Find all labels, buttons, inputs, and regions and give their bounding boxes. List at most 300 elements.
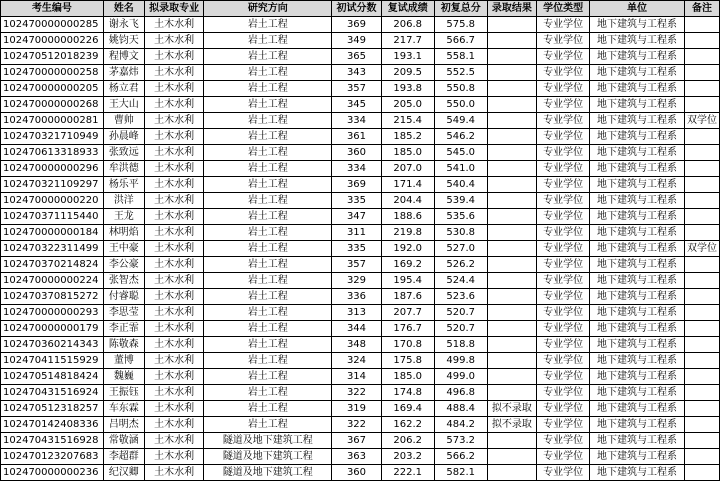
retest-score-cell: 185.0 <box>381 145 434 161</box>
department-cell: 地下建筑与工程系 <box>590 97 685 113</box>
admission-result-cell <box>487 369 536 385</box>
name-cell: 魏巍 <box>103 369 144 385</box>
remark-cell <box>684 161 719 177</box>
admission-result-cell <box>487 449 536 465</box>
table-row <box>1 145 720 161</box>
retest-score-cell: 209.5 <box>381 65 434 81</box>
total-score-cell: 546.2 <box>434 129 487 145</box>
degree-type-cell: 专业学位 <box>537 225 590 241</box>
table-row <box>1 161 720 177</box>
table-row <box>1 241 720 257</box>
total-score-cell: 488.4 <box>434 401 487 417</box>
research-direction-cell: 隧道及地下建筑工程 <box>204 433 332 449</box>
column-header-retest-score: 复试成绩 <box>381 1 434 17</box>
degree-type-cell: 专业学位 <box>537 17 590 33</box>
initial-score-cell: 322 <box>332 417 381 433</box>
initial-score-cell: 336 <box>332 289 381 305</box>
department-cell: 地下建筑与工程系 <box>590 433 685 449</box>
major-cell: 土木水利 <box>144 401 203 417</box>
name-cell: 曹帅 <box>103 113 144 129</box>
remark-cell <box>684 449 719 465</box>
degree-type-cell: 专业学位 <box>537 241 590 257</box>
degree-type-cell: 专业学位 <box>537 369 590 385</box>
total-score-cell: 520.7 <box>434 321 487 337</box>
remark-cell <box>684 273 719 289</box>
table-row <box>1 225 720 241</box>
admission-result-cell <box>487 97 536 113</box>
retest-score-cell: 195.4 <box>381 273 434 289</box>
department-cell: 地下建筑与工程系 <box>590 81 685 97</box>
table-row <box>1 193 720 209</box>
remark-cell <box>684 129 719 145</box>
total-score-cell: 550.8 <box>434 81 487 97</box>
retest-score-cell: 176.7 <box>381 321 434 337</box>
exam-id-cell: 102470000000184 <box>1 225 104 241</box>
research-direction-cell: 岩土工程 <box>204 241 332 257</box>
department-cell: 地下建筑与工程系 <box>590 289 685 305</box>
total-score-cell: 539.4 <box>434 193 487 209</box>
major-cell: 土木水利 <box>144 81 203 97</box>
name-cell: 洪洋 <box>103 193 144 209</box>
name-cell: 姚钧天 <box>103 33 144 49</box>
total-score-cell: 552.5 <box>434 65 487 81</box>
retest-score-cell: 207.7 <box>381 305 434 321</box>
total-score-cell: 566.2 <box>434 449 487 465</box>
exam-id-cell: 102470000000285 <box>1 17 104 33</box>
department-cell: 地下建筑与工程系 <box>590 129 685 145</box>
remark-cell <box>684 49 719 65</box>
degree-type-cell: 专业学位 <box>537 337 590 353</box>
initial-score-cell: 313 <box>332 305 381 321</box>
remark-cell <box>684 65 719 81</box>
exam-id-cell: 102470411515929 <box>1 353 104 369</box>
exam-id-cell: 102470000000236 <box>1 465 104 481</box>
major-cell: 土木水利 <box>144 161 203 177</box>
admission-result-cell <box>487 385 536 401</box>
exam-id-cell: 102470142408336 <box>1 417 104 433</box>
degree-type-cell: 专业学位 <box>537 289 590 305</box>
admission-result-cell <box>487 113 536 129</box>
retest-score-cell: 169.2 <box>381 257 434 273</box>
major-cell: 土木水利 <box>144 305 203 321</box>
column-header-name: 姓名 <box>103 1 144 17</box>
remark-cell <box>684 289 719 305</box>
remark-cell: 双学位 <box>684 241 719 257</box>
admission-result-cell: 拟不录取 <box>487 401 536 417</box>
initial-score-cell: 357 <box>332 81 381 97</box>
remark-cell <box>684 145 719 161</box>
name-cell: 茅嘉炜 <box>103 65 144 81</box>
research-direction-cell: 岩土工程 <box>204 225 332 241</box>
retest-score-cell: 188.6 <box>381 209 434 225</box>
retest-score-cell: 205.0 <box>381 97 434 113</box>
major-cell: 土木水利 <box>144 209 203 225</box>
admission-result-cell <box>487 321 536 337</box>
research-direction-cell: 岩土工程 <box>204 257 332 273</box>
major-cell: 土木水利 <box>144 193 203 209</box>
initial-score-cell: 369 <box>332 17 381 33</box>
admission-result-cell <box>487 433 536 449</box>
admission-result-cell <box>487 465 536 481</box>
degree-type-cell: 专业学位 <box>537 321 590 337</box>
name-cell: 吕明杰 <box>103 417 144 433</box>
department-cell: 地下建筑与工程系 <box>590 305 685 321</box>
total-score-cell: 541.0 <box>434 161 487 177</box>
exam-id-cell: 102470431516928 <box>1 433 104 449</box>
total-score-cell: 499.8 <box>434 353 487 369</box>
initial-score-cell: 343 <box>332 65 381 81</box>
initial-score-cell: 322 <box>332 385 381 401</box>
department-cell: 地下建筑与工程系 <box>590 209 685 225</box>
table-row <box>1 273 720 289</box>
column-header-department: 单位 <box>590 1 685 17</box>
total-score-cell: 518.8 <box>434 337 487 353</box>
initial-score-cell: 360 <box>332 145 381 161</box>
remark-cell <box>684 193 719 209</box>
department-cell: 地下建筑与工程系 <box>590 113 685 129</box>
name-cell: 王振钰 <box>103 385 144 401</box>
exam-id-cell: 102470000000220 <box>1 193 104 209</box>
major-cell: 土木水利 <box>144 225 203 241</box>
major-cell: 土木水利 <box>144 241 203 257</box>
name-cell: 陈敬森 <box>103 337 144 353</box>
admission-result-cell <box>487 273 536 289</box>
remark-cell <box>684 17 719 33</box>
retest-score-cell: 185.0 <box>381 369 434 385</box>
major-cell: 土木水利 <box>144 321 203 337</box>
admission-result-cell <box>487 161 536 177</box>
exam-id-cell: 102470514818424 <box>1 369 104 385</box>
major-cell: 土木水利 <box>144 33 203 49</box>
remark-cell <box>684 417 719 433</box>
table-row <box>1 321 720 337</box>
research-direction-cell: 岩土工程 <box>204 49 332 65</box>
department-cell: 地下建筑与工程系 <box>590 465 685 481</box>
admission-result-cell <box>487 177 536 193</box>
research-direction-cell: 岩土工程 <box>204 337 332 353</box>
total-score-cell: 526.2 <box>434 257 487 273</box>
total-score-cell: 496.8 <box>434 385 487 401</box>
degree-type-cell: 专业学位 <box>537 97 590 113</box>
research-direction-cell: 岩土工程 <box>204 353 332 369</box>
remark-cell <box>684 33 719 49</box>
total-score-cell: 535.6 <box>434 209 487 225</box>
research-direction-cell: 岩土工程 <box>204 273 332 289</box>
retest-score-cell: 170.8 <box>381 337 434 353</box>
admission-result-cell <box>487 193 536 209</box>
total-score-cell: 573.2 <box>434 433 487 449</box>
department-cell: 地下建筑与工程系 <box>590 385 685 401</box>
table-row <box>1 257 720 273</box>
table-row <box>1 369 720 385</box>
department-cell: 地下建筑与工程系 <box>590 273 685 289</box>
initial-score-cell: 367 <box>332 433 381 449</box>
name-cell: 谢永飞 <box>103 17 144 33</box>
department-cell: 地下建筑与工程系 <box>590 417 685 433</box>
exam-id-cell: 102470000000293 <box>1 305 104 321</box>
table-row <box>1 17 720 33</box>
degree-type-cell: 专业学位 <box>537 129 590 145</box>
total-score-cell: 540.4 <box>434 177 487 193</box>
initial-score-cell: 324 <box>332 353 381 369</box>
degree-type-cell: 专业学位 <box>537 433 590 449</box>
table-row <box>1 65 720 81</box>
major-cell: 土木水利 <box>144 353 203 369</box>
name-cell: 李思莹 <box>103 305 144 321</box>
research-direction-cell: 岩土工程 <box>204 33 332 49</box>
department-cell: 地下建筑与工程系 <box>590 17 685 33</box>
major-cell: 土木水利 <box>144 177 203 193</box>
admission-result-cell <box>487 241 536 257</box>
department-cell: 地下建筑与工程系 <box>590 65 685 81</box>
column-header-total-score: 初复总分 <box>434 1 487 17</box>
degree-type-cell: 专业学位 <box>537 49 590 65</box>
name-cell: 程博文 <box>103 49 144 65</box>
table-row <box>1 129 720 145</box>
table-row <box>1 417 720 433</box>
remark-cell <box>684 401 719 417</box>
initial-score-cell: 345 <box>332 97 381 113</box>
total-score-cell: 524.4 <box>434 273 487 289</box>
name-cell: 李公豪 <box>103 257 144 273</box>
admission-result-cell <box>487 209 536 225</box>
retest-score-cell: 203.2 <box>381 449 434 465</box>
department-cell: 地下建筑与工程系 <box>590 193 685 209</box>
admission-result-cell <box>487 305 536 321</box>
exam-id-cell: 102470512018239 <box>1 49 104 65</box>
initial-score-cell: 344 <box>332 321 381 337</box>
retest-score-cell: 206.8 <box>381 17 434 33</box>
exam-id-cell: 102470321710949 <box>1 129 104 145</box>
initial-score-cell: 361 <box>332 129 381 145</box>
remark-cell <box>684 81 719 97</box>
admission-result-cell: 拟不录取 <box>487 417 536 433</box>
major-cell: 土木水利 <box>144 385 203 401</box>
major-cell: 土木水利 <box>144 465 203 481</box>
admission-result-cell <box>487 337 536 353</box>
initial-score-cell: 311 <box>332 225 381 241</box>
admission-result-cell <box>487 81 536 97</box>
degree-type-cell: 专业学位 <box>537 81 590 97</box>
exam-id-cell: 102470000000268 <box>1 97 104 113</box>
initial-score-cell: 363 <box>332 449 381 465</box>
retest-score-cell: 174.8 <box>381 385 434 401</box>
initial-score-cell: 369 <box>332 177 381 193</box>
column-header-degree-type: 学位类型 <box>537 1 590 17</box>
research-direction-cell: 岩土工程 <box>204 305 332 321</box>
department-cell: 地下建筑与工程系 <box>590 161 685 177</box>
retest-score-cell: 215.4 <box>381 113 434 129</box>
department-cell: 地下建筑与工程系 <box>590 257 685 273</box>
retest-score-cell: 207.0 <box>381 161 434 177</box>
total-score-cell: 575.8 <box>434 17 487 33</box>
research-direction-cell: 岩土工程 <box>204 113 332 129</box>
name-cell: 杨乐平 <box>103 177 144 193</box>
total-score-cell: 499.0 <box>434 369 487 385</box>
table-row <box>1 97 720 113</box>
exam-id-cell: 102470613318933 <box>1 145 104 161</box>
total-score-cell: 545.0 <box>434 145 487 161</box>
degree-type-cell: 专业学位 <box>537 161 590 177</box>
retest-score-cell: 206.2 <box>381 433 434 449</box>
remark-cell: 双学位 <box>684 113 719 129</box>
exam-id-cell: 102470431516924 <box>1 385 104 401</box>
research-direction-cell: 岩土工程 <box>204 321 332 337</box>
table-body <box>1 17 720 481</box>
exam-id-cell: 102470360214343 <box>1 337 104 353</box>
table-row <box>1 385 720 401</box>
table-row <box>1 305 720 321</box>
remark-cell <box>684 369 719 385</box>
name-cell: 王中豪 <box>103 241 144 257</box>
initial-score-cell: 314 <box>332 369 381 385</box>
total-score-cell: 523.6 <box>434 289 487 305</box>
exam-id-cell: 102470000000224 <box>1 273 104 289</box>
major-cell: 土木水利 <box>144 49 203 65</box>
retest-score-cell: 193.8 <box>381 81 434 97</box>
exam-id-cell: 102470000000205 <box>1 81 104 97</box>
degree-type-cell: 专业学位 <box>537 401 590 417</box>
major-cell: 土木水利 <box>144 449 203 465</box>
table-row <box>1 465 720 481</box>
name-cell: 林明焰 <box>103 225 144 241</box>
major-cell: 土木水利 <box>144 17 203 33</box>
initial-score-cell: 319 <box>332 401 381 417</box>
retest-score-cell: 162.2 <box>381 417 434 433</box>
name-cell: 付睿聪 <box>103 289 144 305</box>
research-direction-cell: 岩土工程 <box>204 193 332 209</box>
retest-score-cell: 204.4 <box>381 193 434 209</box>
name-cell: 李超群 <box>103 449 144 465</box>
exam-id-cell: 102470000000179 <box>1 321 104 337</box>
department-cell: 地下建筑与工程系 <box>590 225 685 241</box>
degree-type-cell: 专业学位 <box>537 177 590 193</box>
major-cell: 土木水利 <box>144 369 203 385</box>
research-direction-cell: 岩土工程 <box>204 145 332 161</box>
table-row <box>1 353 720 369</box>
major-cell: 土木水利 <box>144 145 203 161</box>
remark-cell <box>684 465 719 481</box>
degree-type-cell: 专业学位 <box>537 353 590 369</box>
admission-result-cell <box>487 49 536 65</box>
name-cell: 董博 <box>103 353 144 369</box>
department-cell: 地下建筑与工程系 <box>590 369 685 385</box>
research-direction-cell: 岩土工程 <box>204 97 332 113</box>
degree-type-cell: 专业学位 <box>537 305 590 321</box>
degree-type-cell: 专业学位 <box>537 257 590 273</box>
research-direction-cell: 岩土工程 <box>204 81 332 97</box>
exam-id-cell: 102470000000296 <box>1 161 104 177</box>
name-cell: 张致远 <box>103 145 144 161</box>
major-cell: 土木水利 <box>144 417 203 433</box>
admission-result-cell <box>487 17 536 33</box>
admission-result-cell <box>487 225 536 241</box>
research-direction-cell: 岩土工程 <box>204 401 332 417</box>
retest-score-cell: 219.8 <box>381 225 434 241</box>
research-direction-cell: 岩土工程 <box>204 17 332 33</box>
table-row <box>1 49 720 65</box>
research-direction-cell: 岩土工程 <box>204 161 332 177</box>
department-cell: 地下建筑与工程系 <box>590 241 685 257</box>
degree-type-cell: 专业学位 <box>537 385 590 401</box>
remark-cell <box>684 177 719 193</box>
research-direction-cell: 岩土工程 <box>204 417 332 433</box>
table-row <box>1 337 720 353</box>
remark-cell <box>684 305 719 321</box>
remark-cell <box>684 97 719 113</box>
retest-score-cell: 175.8 <box>381 353 434 369</box>
total-score-cell: 558.1 <box>434 49 487 65</box>
remark-cell <box>684 337 719 353</box>
exam-id-cell: 102470371115440 <box>1 209 104 225</box>
degree-type-cell: 专业学位 <box>537 273 590 289</box>
research-direction-cell: 岩土工程 <box>204 129 332 145</box>
degree-type-cell: 专业学位 <box>537 209 590 225</box>
table-row <box>1 177 720 193</box>
column-header-remark: 备注 <box>684 1 719 17</box>
table-row <box>1 289 720 305</box>
retest-score-cell: 193.1 <box>381 49 434 65</box>
major-cell: 土木水利 <box>144 273 203 289</box>
exam-id-cell: 102470370815272 <box>1 289 104 305</box>
table-row <box>1 401 720 417</box>
name-cell: 牟洪德 <box>103 161 144 177</box>
retest-score-cell: 169.4 <box>381 401 434 417</box>
department-cell: 地下建筑与工程系 <box>590 33 685 49</box>
remark-cell <box>684 209 719 225</box>
major-cell: 土木水利 <box>144 433 203 449</box>
department-cell: 地下建筑与工程系 <box>590 321 685 337</box>
major-cell: 土木水利 <box>144 289 203 305</box>
major-cell: 土木水利 <box>144 97 203 113</box>
degree-type-cell: 专业学位 <box>537 465 590 481</box>
column-header-research-direction: 研究方向 <box>204 1 332 17</box>
admission-result-cell <box>487 129 536 145</box>
retest-score-cell: 185.2 <box>381 129 434 145</box>
table-row <box>1 433 720 449</box>
research-direction-cell: 岩土工程 <box>204 65 332 81</box>
initial-score-cell: 347 <box>332 209 381 225</box>
department-cell: 地下建筑与工程系 <box>590 353 685 369</box>
table-row <box>1 209 720 225</box>
remark-cell <box>684 385 719 401</box>
research-direction-cell: 岩土工程 <box>204 289 332 305</box>
exam-id-cell: 102470512318257 <box>1 401 104 417</box>
column-header-major: 拟录取专业 <box>144 1 203 17</box>
total-score-cell: 566.7 <box>434 33 487 49</box>
header-row <box>1 1 720 17</box>
name-cell: 李正霏 <box>103 321 144 337</box>
initial-score-cell: 335 <box>332 241 381 257</box>
total-score-cell: 530.8 <box>434 225 487 241</box>
initial-score-cell: 334 <box>332 113 381 129</box>
retest-score-cell: 217.7 <box>381 33 434 49</box>
table-row <box>1 33 720 49</box>
total-score-cell: 549.4 <box>434 113 487 129</box>
total-score-cell: 527.0 <box>434 241 487 257</box>
initial-score-cell: 335 <box>332 193 381 209</box>
table-row <box>1 113 720 129</box>
research-direction-cell: 岩土工程 <box>204 209 332 225</box>
remark-cell <box>684 225 719 241</box>
admission-result-cell <box>487 257 536 273</box>
retest-score-cell: 222.1 <box>381 465 434 481</box>
admission-result-cell <box>487 65 536 81</box>
major-cell: 土木水利 <box>144 257 203 273</box>
name-cell: 杨立君 <box>103 81 144 97</box>
department-cell: 地下建筑与工程系 <box>590 337 685 353</box>
name-cell: 张智杰 <box>103 273 144 289</box>
